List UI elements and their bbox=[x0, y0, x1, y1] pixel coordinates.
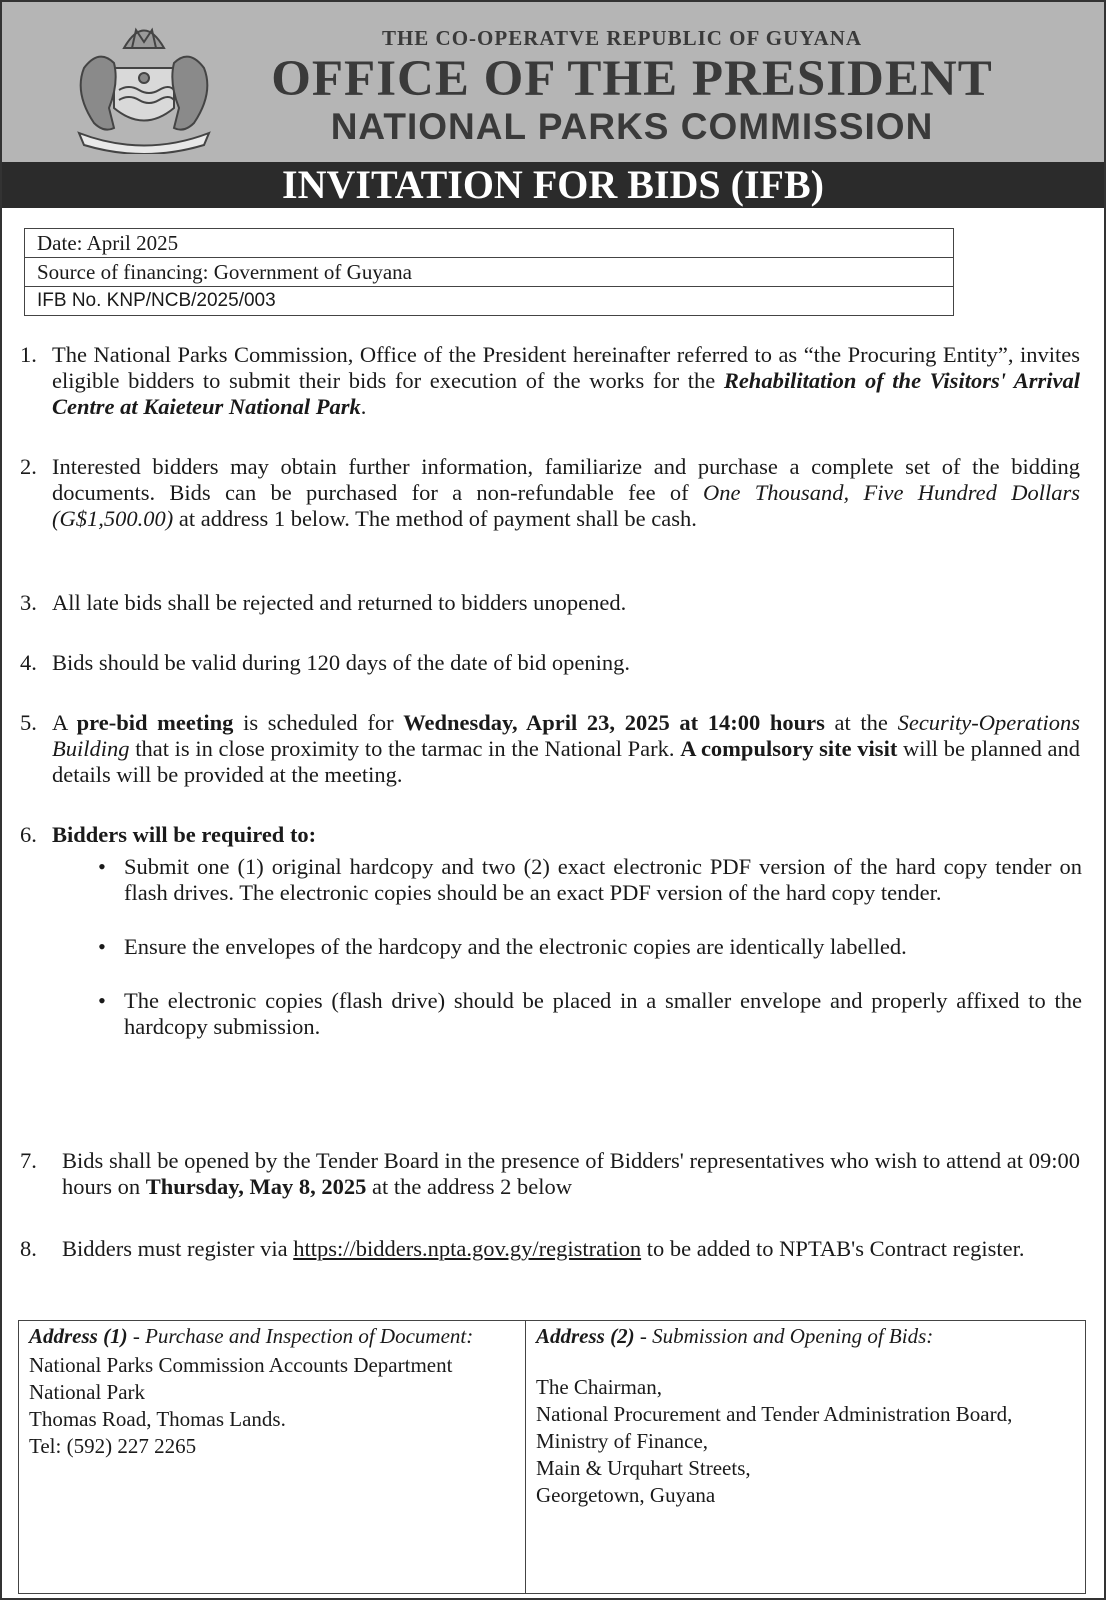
registration-link[interactable]: https://bidders.npta.gov.gy/registration bbox=[293, 1236, 642, 1261]
bid-fee: One Thousand, Five Hundred Dollars (G$1,500.00) bbox=[52, 480, 1080, 531]
info-ifb-number: IFB No. KNP/NCB/2025/003 bbox=[25, 287, 954, 316]
paragraph-1: 1. The National Parks Commission, Office of the President hereinafter referred to as “the Procuring Entity”, invites eligible bidders to submit their bids for execution of the works for the Rehabilitation of the Visitors' Arrival Centre at Kaieteur National Park. bbox=[20, 342, 1080, 419]
info-date: Date: April 2025 bbox=[25, 229, 954, 258]
republic-name: THE CO-OPERATVE REPUBLIC OF GUYANA bbox=[381, 26, 863, 50]
office-title: OFFICE OF THE PRESIDENT bbox=[271, 51, 993, 107]
list-item: • The electronic copies (flash drive) should be placed in a smaller envelope and properly affixed to the hardcopy submission. bbox=[98, 988, 1082, 1039]
list-item: • Ensure the envelopes of the hardcopy and the electronic copies are identically labelled. bbox=[98, 934, 907, 959]
pre-bid-datetime: Wednesday, April 23, 2025 at 14:00 hours bbox=[403, 710, 825, 735]
paragraph-4: 4. Bids should be valid during 120 days of the date of bid opening. bbox=[20, 650, 631, 675]
paragraph-2: 2. Interested bidders may obtain further information, familiarize and purchase a complete set of the bidding documents. Bids can be purchased for a non-refundable fee of One Thousand, Five Hundred Dollars (G$1,500.00) at address 1 below. The method of payment shall be cash. bbox=[20, 454, 1080, 531]
commission-title: NATIONAL PARKS COMMISSION bbox=[330, 106, 934, 147]
paragraph-6: 6. Bidders will be required to: bbox=[20, 822, 317, 847]
paragraph-5: 5. A pre-bid meeting is scheduled for Wednesday, April 23, 2025 at 14:00 hours at the Security-Operations Building that is in close proximity to the tarmac in the National Park. A compulsory site visit will be planned and details will be provided at the meeting. bbox=[20, 710, 1081, 787]
info-table bbox=[24, 228, 954, 316]
opening-date: Thursday, May 8, 2025 bbox=[145, 1174, 367, 1199]
banner-title: INVITATION FOR BIDS (IFB) bbox=[2, 162, 1104, 208]
requirements-list bbox=[92, 854, 1082, 1040]
list-item: • Submit one (1) original hardcopy and two (2) exact electronic PDF version of the hard copy tender on flash drives. The electronic copies should be an exact PDF version of the hard copy tender. bbox=[98, 854, 1082, 905]
project-name: Rehabilitation of the Visitors' Arrival Centre at Kaieteur National Park bbox=[52, 368, 1080, 419]
address-2: Address (2) - Submission and Opening of Bids: The Chairman, National Procurement and Tender Administration Board, Ministry of Finance, Main & Urquhart Streets, Georgetown, Guyana bbox=[526, 1321, 1086, 1594]
address-table bbox=[18, 1320, 1086, 1594]
header-band bbox=[2, 2, 1104, 162]
paragraph-7: 7. Bids shall be opened by the Tender Board in the presence of Bidders' representatives who wish to attend at 09:00 hours on Thursday, May 8, 2025 at the address 2 below bbox=[20, 1148, 1080, 1199]
address-1: Address (1) - Purchase and Inspection of Document: National Parks Commission Accounts Department National Park Thomas Road, Thomas Lands. Tel: (592) 227 2265 bbox=[19, 1321, 526, 1594]
coat-of-arms-icon bbox=[64, 8, 224, 154]
paragraph-3: 3. All late bids shall be rejected and returned to bidders unopened. bbox=[20, 590, 627, 615]
paragraph-8: 8. Bidders must register via https://bidders.npta.gov.gy/registration to be added to NPTAB's Contract register. bbox=[20, 1236, 1025, 1261]
info-financing: Source of financing: Government of Guyana bbox=[25, 258, 954, 287]
